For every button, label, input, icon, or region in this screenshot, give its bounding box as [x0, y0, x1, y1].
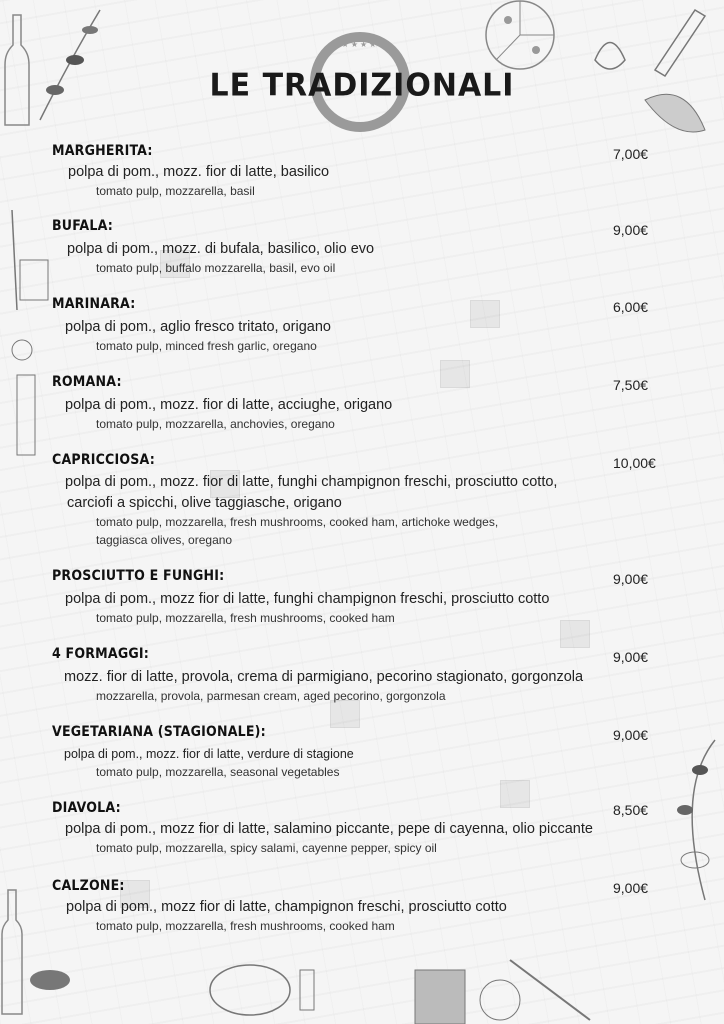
item-description-it: polpa di pom., mozz fior di latte, funghi champignon freschi, prosciutto cotto: [65, 591, 550, 607]
item-description-en-line2: taggiasca olives, oregano: [96, 533, 233, 547]
item-price: 8,50€: [613, 802, 649, 818]
item-description-en: tomato pulp, mozzarella, spicy salami, cayenne pepper, spicy oil: [96, 841, 437, 855]
item-description-it: polpa di pom., mozz. di bufala, basilico, olio evo: [67, 241, 375, 257]
item-description-it: polpa di pom., mozz. fior di latte, acciughe, origano: [65, 397, 393, 413]
herb-sprig-icon: [2, 200, 52, 460]
menu-item: [52, 878, 672, 938]
item-description-en: tomato pulp, mozzarella, seasonal vegetables: [96, 765, 340, 779]
item-price: 9,00€: [613, 649, 649, 665]
menu-item: [52, 296, 672, 356]
item-name: MARGHERITA:: [52, 143, 153, 159]
menu-item: [52, 800, 672, 860]
menu-item: [52, 646, 672, 706]
menu-item: [52, 568, 672, 628]
item-price: 7,50€: [613, 377, 649, 393]
menu-header: [0, 30, 724, 140]
item-description-it: mozz. fior di latte, provola, crema di parmigiano, pecorino stagionato, gorgonzola: [64, 669, 584, 685]
item-description-it-line2: carciofi a spicchi, olive taggiasche, origano: [67, 495, 342, 511]
menu-item: [52, 452, 672, 552]
menu-item: [52, 218, 672, 278]
item-name: 4 FORMAGGI:: [52, 646, 150, 662]
item-description-en: tomato pulp, mozzarella, fresh mushrooms, cooked ham: [96, 611, 395, 625]
item-name: CALZONE:: [52, 878, 125, 894]
item-description-en: tomato pulp, buffalo mozzarella, basil, evo oil: [96, 261, 336, 275]
item-name: VEGETARIANA (STAGIONALE):: [52, 724, 266, 740]
item-description-en: tomato pulp, mozzarella, fresh mushrooms, cooked ham: [96, 919, 395, 933]
item-price: 6,00€: [613, 299, 649, 315]
item-name: CAPRICCIOSA:: [52, 452, 155, 468]
item-name: MARINARA:: [52, 296, 136, 312]
item-price: 9,00€: [613, 571, 649, 587]
page-title: LE TRADIZIONALI: [209, 67, 515, 104]
item-price: 9,00€: [613, 222, 649, 238]
bread-icon: [200, 950, 620, 1024]
item-description-en: tomato pulp, minced fresh garlic, oregano: [96, 339, 317, 353]
item-description-en: tomato pulp, mozzarella, anchovies, oregano: [96, 417, 335, 431]
item-price: 7,00€: [613, 146, 649, 162]
item-name: ROMANA:: [52, 374, 122, 390]
item-name: DIAVOLA:: [52, 800, 121, 816]
item-description-it: polpa di pom., aglio fresco tritato, origano: [65, 319, 331, 335]
item-description-it: polpa di pom., mozz. fior di latte, verdure di stagione: [64, 747, 354, 761]
menu-item: [52, 374, 672, 434]
item-description-it: polpa di pom., mozz. fior di latte, basilico: [68, 164, 330, 180]
item-description-it: polpa di pom., mozz fior di latte, salamino piccante, pepe di cayenna, olio piccante: [65, 821, 593, 837]
item-description-en: tomato pulp, mozzarella, basil: [96, 184, 255, 198]
item-name: BUFALA:: [52, 218, 114, 234]
item-description-it: polpa di pom., mozz. fior di latte, funghi champignon freschi, prosciutto cotto,: [65, 474, 558, 490]
menu-item: [52, 143, 672, 203]
menu-item: [52, 724, 672, 784]
item-price: 10,00€: [613, 455, 656, 471]
item-description-en: tomato pulp, mozzarella, fresh mushrooms, cooked ham, artichoke wedges,: [96, 515, 499, 529]
item-name: PROSCIUTTO E FUNGHI:: [52, 568, 225, 584]
item-price: 9,00€: [613, 880, 649, 896]
item-description-it: polpa di pom., mozz fior di latte, champignon freschi, prosciutto cotto: [66, 899, 507, 915]
title-stars-icon: ★★★★: [341, 40, 379, 49]
item-description-en: mozzarella, provola, parmesan cream, aged pecorino, gorgonzola: [96, 689, 446, 703]
item-price: 9,00€: [613, 727, 649, 743]
